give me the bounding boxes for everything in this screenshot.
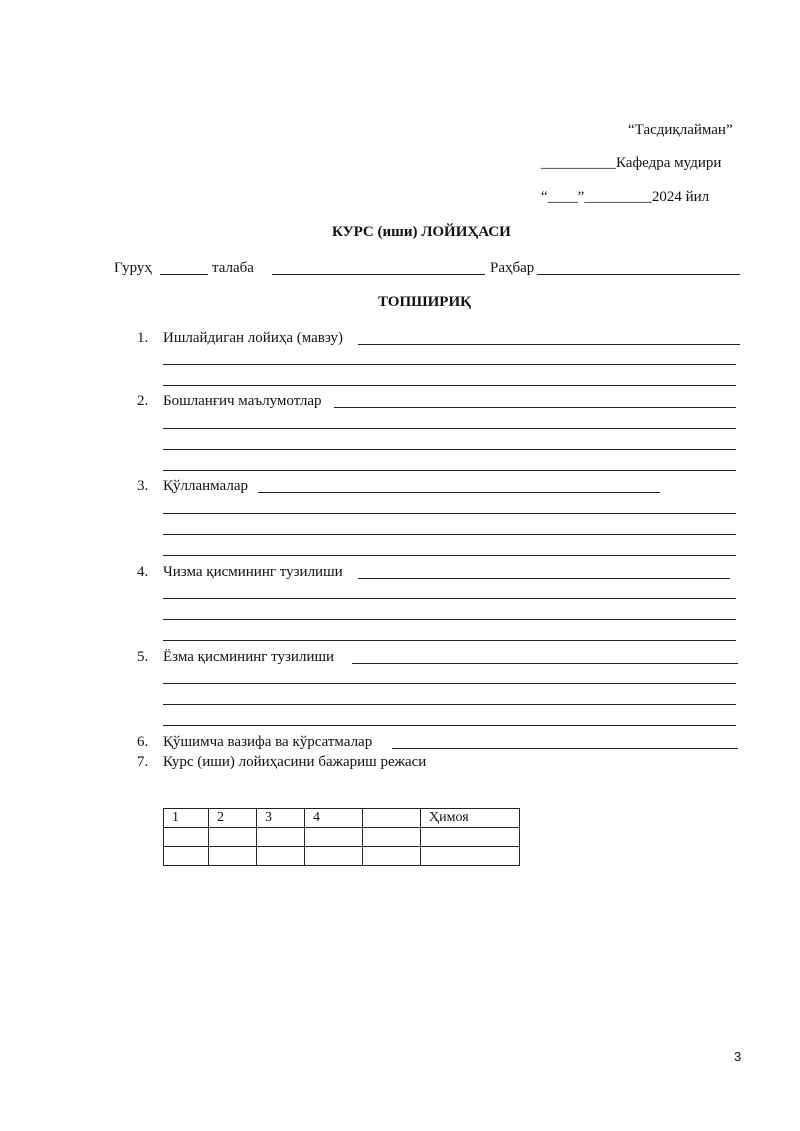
student-field-line	[272, 274, 485, 275]
item-5-number: 5.	[137, 649, 149, 665]
table-cell	[305, 847, 363, 866]
table-cell	[164, 828, 209, 847]
supervisor-label: Раҳбар	[490, 260, 535, 276]
item-5-field-line	[352, 663, 738, 664]
table-cell	[164, 847, 209, 866]
item-3-blank-line	[163, 555, 736, 556]
item-4-blank-line	[163, 640, 736, 641]
item-1-field-line	[358, 344, 740, 345]
table-row	[164, 847, 520, 866]
table-cell	[363, 847, 421, 866]
item-3-label: Қўлланмалар	[163, 478, 248, 494]
item-4-blank-line	[163, 598, 736, 599]
table-cell	[209, 828, 257, 847]
table-cell	[421, 847, 520, 866]
table-header-cell: Ҳимоя	[421, 809, 520, 828]
item-4-number: 4.	[137, 564, 149, 580]
item-1-label: Ишлайдиган лойиҳа (мавзу)	[163, 330, 343, 346]
item-4-label: Чизма қисмининг тузилиши	[163, 564, 343, 580]
item-1-blank-line	[163, 364, 736, 365]
item-6-number: 6.	[137, 734, 149, 750]
item-2-label: Бошланғич маълумотлар	[163, 393, 322, 409]
item-1-blank-line	[163, 385, 736, 386]
item-2-number: 2.	[137, 393, 149, 409]
item-7-number: 7.	[137, 754, 149, 770]
item-2-blank-line	[163, 428, 736, 429]
item-1-number: 1.	[137, 330, 149, 346]
table-header-cell: 4	[305, 809, 363, 828]
item-4-field-line	[358, 578, 730, 579]
item-3-field-line	[258, 492, 660, 493]
table-cell	[305, 828, 363, 847]
item-3-blank-line	[163, 534, 736, 535]
document-title: КУРС (иши) ЛОЙИҲАСИ	[332, 224, 511, 240]
page-number: 3	[734, 1049, 742, 1064]
item-7-label: Курс (иши) лойиҳасини бажариш режаси	[163, 754, 427, 770]
task-title: ТОПШИРИҚ	[378, 294, 471, 310]
student-label: талаба	[212, 260, 254, 276]
item-3-blank-line	[163, 513, 736, 514]
item-5-label: Ёзма қисмининг тузилиши	[163, 649, 335, 665]
group-field-line	[160, 274, 208, 275]
table-cell	[209, 847, 257, 866]
schedule-table	[163, 808, 520, 866]
approval-heading: “Тасдиқлайман”	[628, 122, 733, 138]
table-cell	[257, 847, 305, 866]
table-header-cell: 2	[209, 809, 257, 828]
table-header-cell: 1	[164, 809, 209, 828]
department-head-line: __________Кафедра мудири	[541, 155, 722, 171]
supervisor-field-line	[537, 274, 740, 275]
table-header-cell	[363, 809, 421, 828]
item-6-field-line	[392, 748, 738, 749]
table-cell	[363, 828, 421, 847]
item-3-number: 3.	[137, 478, 149, 494]
item-5-blank-line	[163, 725, 736, 726]
item-5-blank-line	[163, 683, 736, 684]
table-cell	[257, 828, 305, 847]
item-4-blank-line	[163, 619, 736, 620]
table-row	[164, 828, 520, 847]
group-label: Гуруҳ	[114, 260, 152, 276]
item-2-blank-line	[163, 470, 736, 471]
item-6-label: Қўшимча вазифа ва кўрсатмалар	[163, 734, 373, 750]
table-cell	[421, 828, 520, 847]
item-5-blank-line	[163, 704, 736, 705]
item-2-blank-line	[163, 449, 736, 450]
item-2-field-line	[334, 407, 736, 408]
approval-date-line: “____”_________2024 йил	[541, 189, 710, 205]
table-header-row	[164, 809, 520, 828]
table-header-cell: 3	[257, 809, 305, 828]
